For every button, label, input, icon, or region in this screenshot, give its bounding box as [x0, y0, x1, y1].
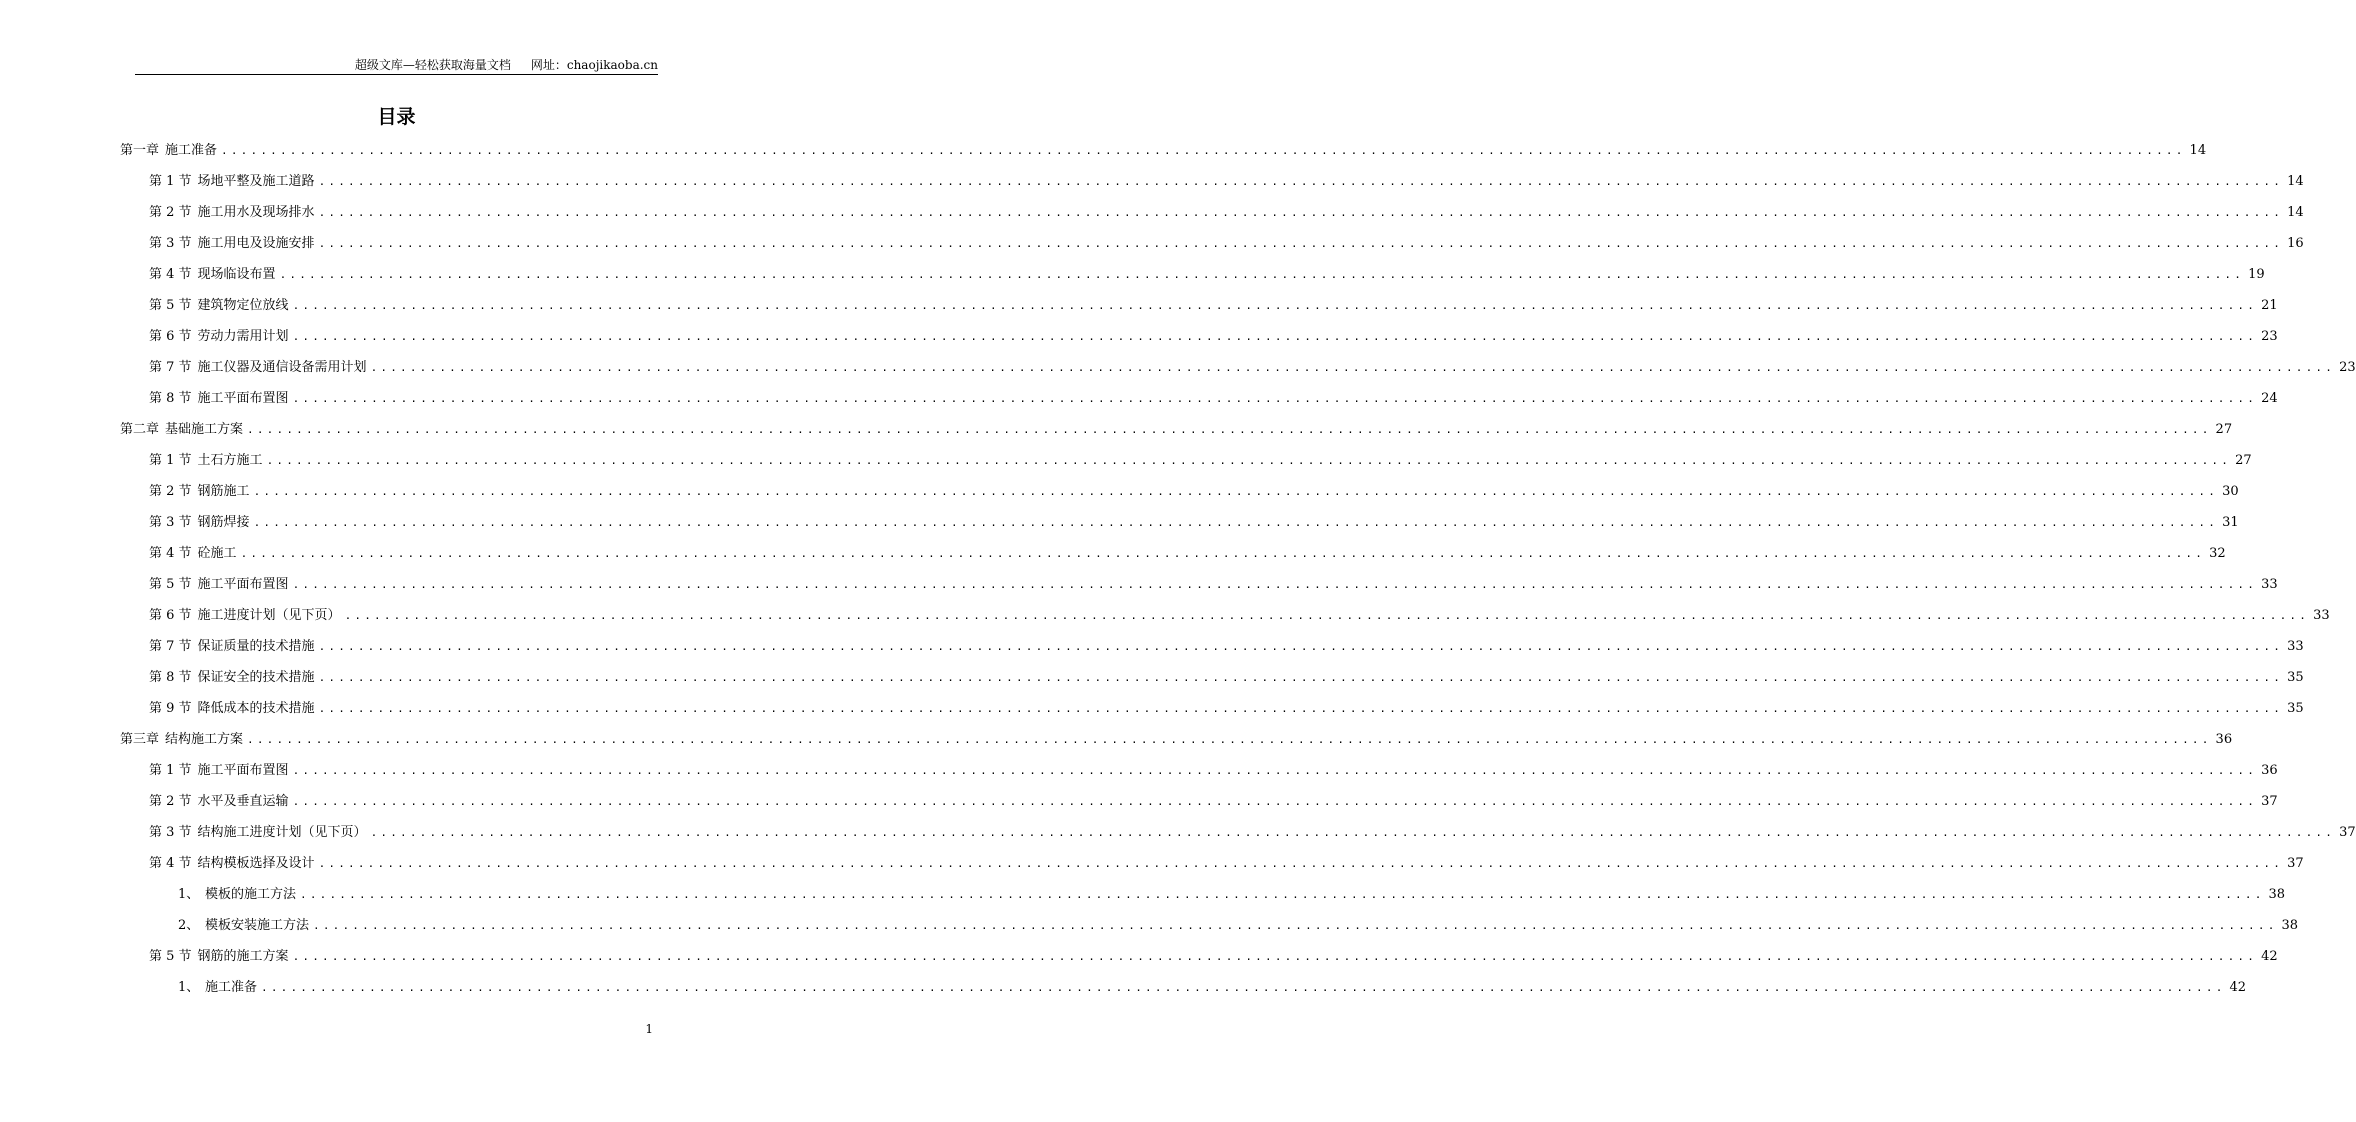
toc-leader-dots: ........................................................................................................................................................................................................: [221, 144, 2186, 157]
toc-entry-page: 30: [2222, 484, 2239, 499]
toc-subsection-entry[interactable]: [120, 885, 2286, 916]
toc-leader-dots: ........................................................................................................................................................................................................: [292, 950, 2258, 963]
toc-entry-page: 35: [2287, 701, 2304, 716]
toc-subsection-entry[interactable]: [120, 916, 2299, 947]
toc-section-entry[interactable]: [120, 203, 2304, 234]
toc-entry-page: 19: [2248, 267, 2265, 282]
toc-entry-page: 36: [2261, 763, 2278, 778]
toc-section-entry[interactable]: [120, 327, 2278, 358]
toc-entry-page: 16: [2287, 236, 2304, 251]
toc-entry-page: 38: [2268, 887, 2286, 902]
toc-leader-dots: ........................................................................................................................................................................................................: [279, 268, 2245, 281]
header-url: 网址：chaojikaoba.cn: [530, 58, 658, 72]
toc-entry-number: 第 5 节: [149, 298, 192, 313]
toc-entry-number: 1、: [178, 887, 200, 902]
toc-subsection-entry[interactable]: [120, 978, 2247, 1009]
toc-entry-label: 钢筋焊接: [197, 515, 250, 530]
toc-leader-dots: ........................................................................................................................................................................................................: [300, 888, 2265, 901]
table-of-contents: [120, 141, 2356, 1009]
toc-section-entry[interactable]: [120, 544, 2226, 575]
toc-entry-number: 第三章: [120, 732, 160, 747]
toc-leader-dots: ........................................................................................................................................................................................................: [344, 609, 2310, 622]
toc-entry-label: 施工平面布置图: [197, 577, 289, 592]
toc-leader-dots: ........................................................................................................................................................................................................: [292, 795, 2258, 808]
toc-entry-label: 基础施工方案: [165, 422, 244, 437]
toc-leader-dots: ........................................................................................................................................................................................................: [313, 919, 2278, 932]
toc-entry-page: 37: [2287, 856, 2304, 871]
toc-section-entry[interactable]: [120, 792, 2278, 823]
toc-entry-page: 33: [2287, 639, 2304, 654]
toc-section-entry[interactable]: [120, 947, 2278, 978]
toc-entry-page: 36: [2215, 732, 2233, 747]
toc-entry-page: 27: [2235, 453, 2252, 468]
toc-entry-number: 第 6 节: [149, 329, 192, 344]
toc-entry-page: 37: [2261, 794, 2278, 809]
toc-section-entry[interactable]: [120, 637, 2304, 668]
toc-entry-number: 第 2 节: [149, 205, 192, 220]
toc-entry-label: 场地平整及施工道路: [197, 174, 315, 189]
toc-entry-page: 33: [2313, 608, 2330, 623]
toc-entry-number: 第二章: [120, 422, 160, 437]
toc-leader-dots: ........................................................................................................................................................................................................: [370, 826, 2336, 839]
toc-leader-dots: ........................................................................................................................................................................................................: [318, 206, 2284, 219]
toc-entry-number: 第 1 节: [149, 763, 192, 778]
toc-entry-label: 钢筋施工: [197, 484, 250, 499]
toc-entry-number: 第一章: [120, 143, 160, 158]
toc-entry-number: 第 7 节: [149, 360, 192, 375]
toc-entry-label: 施工平面布置图: [197, 391, 289, 406]
toc-section-entry[interactable]: [120, 513, 2239, 544]
toc-chapter-entry[interactable]: [120, 730, 2233, 761]
toc-entry-label: 砼施工: [197, 546, 237, 561]
toc-entry-number: 第 8 节: [149, 670, 192, 685]
toc-entry-label: 保证质量的技术措施: [197, 639, 315, 654]
toc-entry-number: 第 3 节: [149, 825, 192, 840]
toc-entry-label: 现场临设布置: [197, 267, 276, 282]
toc-entry-number: 第 1 节: [149, 174, 192, 189]
toc-entry-page: 21: [2261, 298, 2278, 313]
toc-entry-label: 结构施工方案: [165, 732, 244, 747]
toc-entry-number: 第 3 节: [149, 236, 192, 251]
toc-entry-number: 第 9 节: [149, 701, 192, 716]
toc-leader-dots: ........................................................................................................................................................................................................: [370, 361, 2336, 374]
toc-entry-number: 2、: [178, 918, 200, 933]
toc-entry-number: 第 3 节: [149, 515, 192, 530]
toc-entry-number: 第 7 节: [149, 639, 192, 654]
toc-entry-page: 37: [2339, 825, 2356, 840]
toc-section-entry[interactable]: [120, 358, 2356, 389]
toc-leader-dots: ........................................................................................................................................................................................................: [318, 175, 2284, 188]
toc-leader-dots: ........................................................................................................................................................................................................: [318, 640, 2284, 653]
toc-entry-number: 第 8 节: [149, 391, 192, 406]
toc-leader-dots: ........................................................................................................................................................................................................: [292, 299, 2258, 312]
toc-entry-page: 32: [2209, 546, 2226, 561]
toc-leader-dots: ........................................................................................................................................................................................................: [247, 733, 2212, 746]
toc-entry-page: 27: [2215, 422, 2233, 437]
toc-entry-page: 14: [2189, 143, 2207, 158]
toc-entry-label: 保证安全的技术措施: [197, 670, 315, 685]
toc-entry-number: 第 6 节: [149, 608, 192, 623]
toc-entry-number: 第 4 节: [149, 856, 192, 871]
toc-entry-page: 23: [2339, 360, 2356, 375]
toc-entry-label: 施工仪器及通信设备需用计划: [197, 360, 367, 375]
toc-entry-label: 水平及垂直运输: [197, 794, 289, 809]
toc-entry-label: 施工用水及现场排水: [197, 205, 315, 220]
toc-section-entry[interactable]: [120, 575, 2278, 606]
toc-entry-number: 1、: [178, 980, 200, 995]
toc-leader-dots: ........................................................................................................................................................................................................: [318, 857, 2284, 870]
toc-entry-page: 38: [2281, 918, 2299, 933]
toc-entry-page: 33: [2261, 577, 2278, 592]
toc-section-entry[interactable]: [120, 234, 2304, 265]
toc-entry-label: 施工用电及设施安排: [197, 236, 315, 251]
toc-leader-dots: ........................................................................................................................................................................................................: [253, 516, 2219, 529]
toc-entry-label: 模板的施工方法: [205, 887, 297, 902]
toc-entry-label: 结构施工进度计划（见下页）: [197, 825, 367, 840]
toc-entry-number: 第 1 节: [149, 453, 192, 468]
toc-entry-page: 42: [2229, 980, 2247, 995]
toc-entry-number: 第 4 节: [149, 267, 192, 282]
toc-entry-number: 第 5 节: [149, 949, 192, 964]
toc-entry-page: 23: [2261, 329, 2278, 344]
toc-entry-number: 第 2 节: [149, 484, 192, 499]
toc-chapter-entry[interactable]: [120, 141, 2207, 172]
toc-section-entry[interactable]: [120, 668, 2304, 699]
toc-section-entry[interactable]: [120, 699, 2304, 730]
toc-leader-dots: ........................................................................................................................................................................................................: [292, 578, 2258, 591]
toc-entry-label: 施工准备: [165, 143, 218, 158]
page-number: 1: [645, 1022, 653, 1036]
toc-entry-label: 施工进度计划（见下页）: [197, 608, 341, 623]
toc-leader-dots: ........................................................................................................................................................................................................: [292, 330, 2258, 343]
toc-entry-label: 建筑物定位放线: [197, 298, 289, 313]
toc-chapter-entry[interactable]: [120, 420, 2233, 451]
header-divider: [135, 74, 658, 75]
toc-entry-page: 14: [2287, 174, 2304, 189]
toc-leader-dots: ........................................................................................................................................................................................................: [292, 392, 2258, 405]
toc-entry-page: 35: [2287, 670, 2304, 685]
toc-entry-label: 施工准备: [205, 980, 258, 995]
toc-section-entry[interactable]: [120, 265, 2265, 296]
header-site-text: 超级文库—轻松获取海量文档: [354, 58, 511, 72]
toc-entry-label: 劳动力需用计划: [197, 329, 289, 344]
toc-entry-number: 第 5 节: [149, 577, 192, 592]
toc-leader-dots: ........................................................................................................................................................................................................: [240, 547, 2206, 560]
toc-leader-dots: ........................................................................................................................................................................................................: [318, 702, 2284, 715]
toc-entry-label: 钢筋的施工方案: [197, 949, 289, 964]
toc-section-entry[interactable]: [120, 389, 2278, 420]
toc-section-entry[interactable]: [120, 854, 2304, 885]
toc-leader-dots: ........................................................................................................................................................................................................: [253, 485, 2219, 498]
toc-section-entry[interactable]: [120, 823, 2356, 854]
toc-section-entry[interactable]: [120, 606, 2330, 637]
toc-leader-dots: ........................................................................................................................................................................................................: [261, 981, 2226, 994]
toc-entry-label: 结构模板选择及设计: [197, 856, 315, 871]
toc-section-entry[interactable]: [120, 451, 2252, 482]
toc-entry-page: 31: [2222, 515, 2239, 530]
toc-entry-page: 42: [2261, 949, 2278, 964]
toc-section-entry[interactable]: [120, 296, 2278, 327]
toc-entry-page: 24: [2261, 391, 2278, 406]
toc-entry-label: 降低成本的技术措施: [197, 701, 315, 716]
toc-entry-number: 第 2 节: [149, 794, 192, 809]
toc-entry-label: 模板安装施工方法: [205, 918, 310, 933]
toc-entry-page: 14: [2287, 205, 2304, 220]
toc-section-entry[interactable]: [120, 761, 2278, 792]
toc-leader-dots: ........................................................................................................................................................................................................: [247, 423, 2212, 436]
toc-leader-dots: ........................................................................................................................................................................................................: [318, 237, 2284, 250]
toc-section-entry[interactable]: [120, 482, 2239, 513]
toc-leader-dots: ........................................................................................................................................................................................................: [266, 454, 2232, 467]
toc-entry-number: 第 4 节: [149, 546, 192, 561]
toc-section-entry[interactable]: [120, 172, 2304, 203]
toc-leader-dots: ........................................................................................................................................................................................................: [318, 671, 2284, 684]
page-header: [135, 56, 658, 76]
toc-entry-label: 土石方施工: [197, 453, 263, 468]
toc-leader-dots: ........................................................................................................................................................................................................: [292, 764, 2258, 777]
page-title: 目录: [377, 106, 416, 128]
toc-entry-label: 施工平面布置图: [197, 763, 289, 778]
